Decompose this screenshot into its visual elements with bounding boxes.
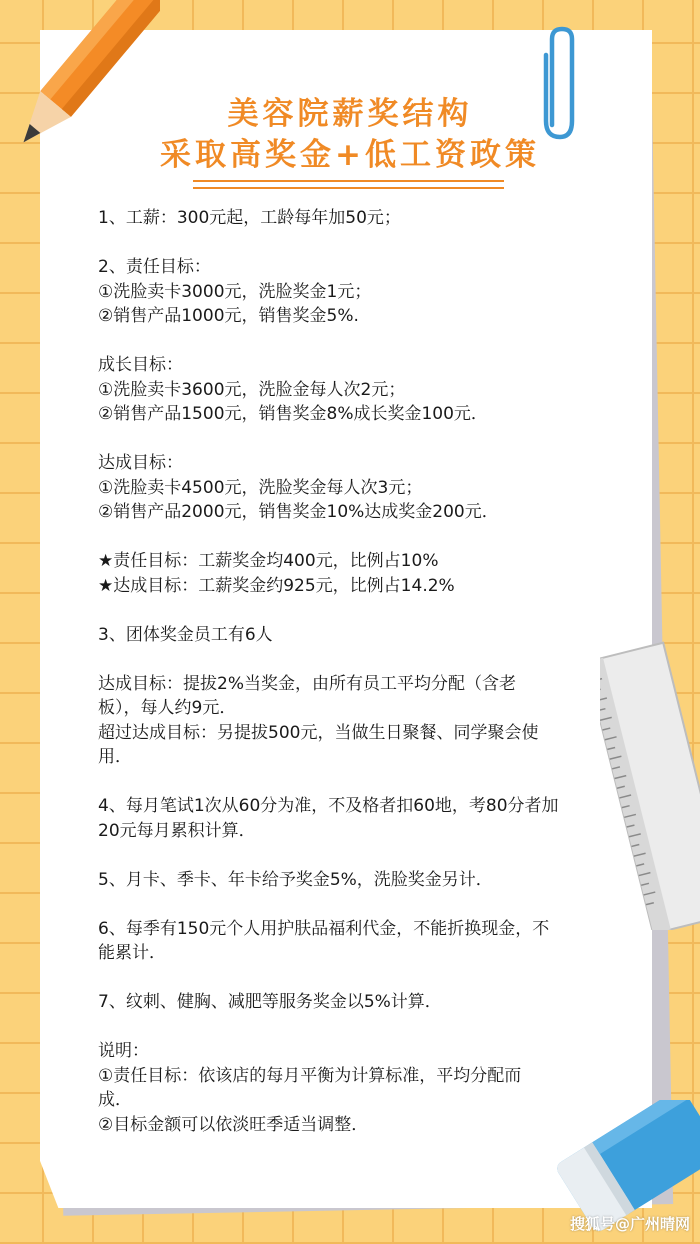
text-line: 板），每人约9元． (98, 698, 237, 718)
title-divider-bottom (193, 187, 504, 189)
text-line (98, 427, 618, 452)
title-line-2: 采取高奖金+低工资政策 (160, 137, 540, 173)
text-line: 7、纹刺、健胸、减肥等服务奖金以5%计算． (98, 992, 442, 1012)
watermark: 搜狐号@广州晴网 (569, 1215, 690, 1233)
text-line: ②目标金额可以依淡旺季适当调整． (98, 1114, 369, 1135)
text-line: ①洗脸卖卡4500元，洗脸奖金每人次3元； (98, 477, 423, 498)
salary-structure-text (98, 206, 618, 1137)
text-line: 达成目标：提拔2%当奖金，由所有员工平均分配（含老 (98, 673, 516, 694)
text-line: 用． (98, 747, 132, 767)
text-line: ①洗脸卖卡3000元，洗脸奖金1元； (98, 281, 372, 302)
title-line-1: 美容院薪奖结构 (227, 96, 473, 132)
text-line: 超过达成目标：另提拔500元，当做生日聚餐、同学聚会使 (98, 722, 539, 743)
text-line: ②销售产品1000元，销售奖金5%. (98, 306, 359, 326)
text-line (98, 329, 618, 354)
text-line (98, 966, 618, 991)
text-line: 6、每季有150元个人用护肤品福利代金，不能折换现金，不 (98, 918, 550, 939)
text-line: ★达成目标：工薪奖金约925元，比例占14.2% (98, 575, 455, 596)
text-line: ②销售产品2000元，销售奖金10%达成奖金200元． (98, 502, 499, 522)
text-line (98, 598, 618, 623)
text-line: 3、团体奖金员工有6人 (98, 624, 273, 645)
text-line (98, 647, 618, 672)
text-line: 成． (98, 1090, 132, 1110)
text-line: 成长目标： (98, 355, 183, 375)
text-line: 4、每月笔试1次从60分为准，不及格者扣60地，考80分者加 (98, 796, 559, 816)
text-line (98, 843, 618, 868)
text-line (98, 1015, 618, 1040)
text-line: ★责任目标：工薪奖金均400元，比例占10% (98, 551, 439, 571)
text-line: 20元每月累积计算． (98, 820, 256, 841)
text-line: 1、工薪：300元起，工龄每年加50元； (98, 208, 401, 228)
text-line: ①责任目标：依该店的每月平衡为计算标准，平均分配而 (98, 1065, 522, 1086)
text-line: 说明： (98, 1041, 149, 1061)
text-line: 能累计． (98, 943, 166, 963)
text-line (98, 525, 618, 550)
text-line: ①洗脸卖卡3600元，洗脸金每人次2元； (98, 379, 406, 400)
title-divider-top (193, 180, 504, 182)
text-line: 5、月卡、季卡、年卡给予奖金5%，洗脸奖金另计． (98, 869, 493, 890)
text-line (98, 231, 618, 256)
text-line (98, 770, 618, 795)
text-line: ②销售产品1500元，销售奖金8%成长奖金100元． (98, 404, 488, 424)
text-line (98, 892, 618, 917)
text-line: 2、责任目标： (98, 257, 211, 277)
text-line: 达成目标： (98, 453, 183, 473)
